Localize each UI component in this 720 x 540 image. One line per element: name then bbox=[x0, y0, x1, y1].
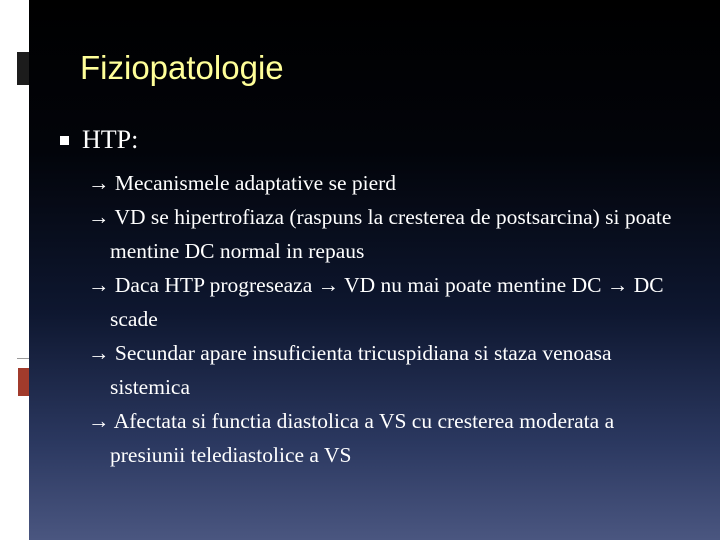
bullet-row bbox=[60, 124, 138, 156]
slide-title: Fiziopatologie bbox=[80, 49, 284, 86]
list-item: → Secundar apare insuficienta tricuspidiana si staza venoasa sistemica bbox=[88, 341, 612, 399]
square-bullet-icon bbox=[60, 136, 69, 145]
item-list bbox=[88, 166, 688, 472]
list-item: → Daca HTP progreseaza → VD nu mai poate mentine DC → DC scade bbox=[88, 273, 664, 331]
decorative-dark-block bbox=[17, 52, 29, 85]
bullet-heading: HTP: bbox=[82, 125, 139, 154]
decorative-red-block bbox=[18, 368, 29, 396]
list-item: → VD se hipertrofiaza (raspuns la cresterea de postsarcina) si poate mentine DC normal in repaus bbox=[88, 205, 672, 263]
list-item: → Mecanismele adaptative se pierd bbox=[88, 171, 397, 195]
decorative-grey-line bbox=[17, 358, 29, 359]
list-item: → Afectata si functia diastolica a VS cu cresterea moderata a presiunii telediastolice a VS bbox=[88, 409, 615, 467]
